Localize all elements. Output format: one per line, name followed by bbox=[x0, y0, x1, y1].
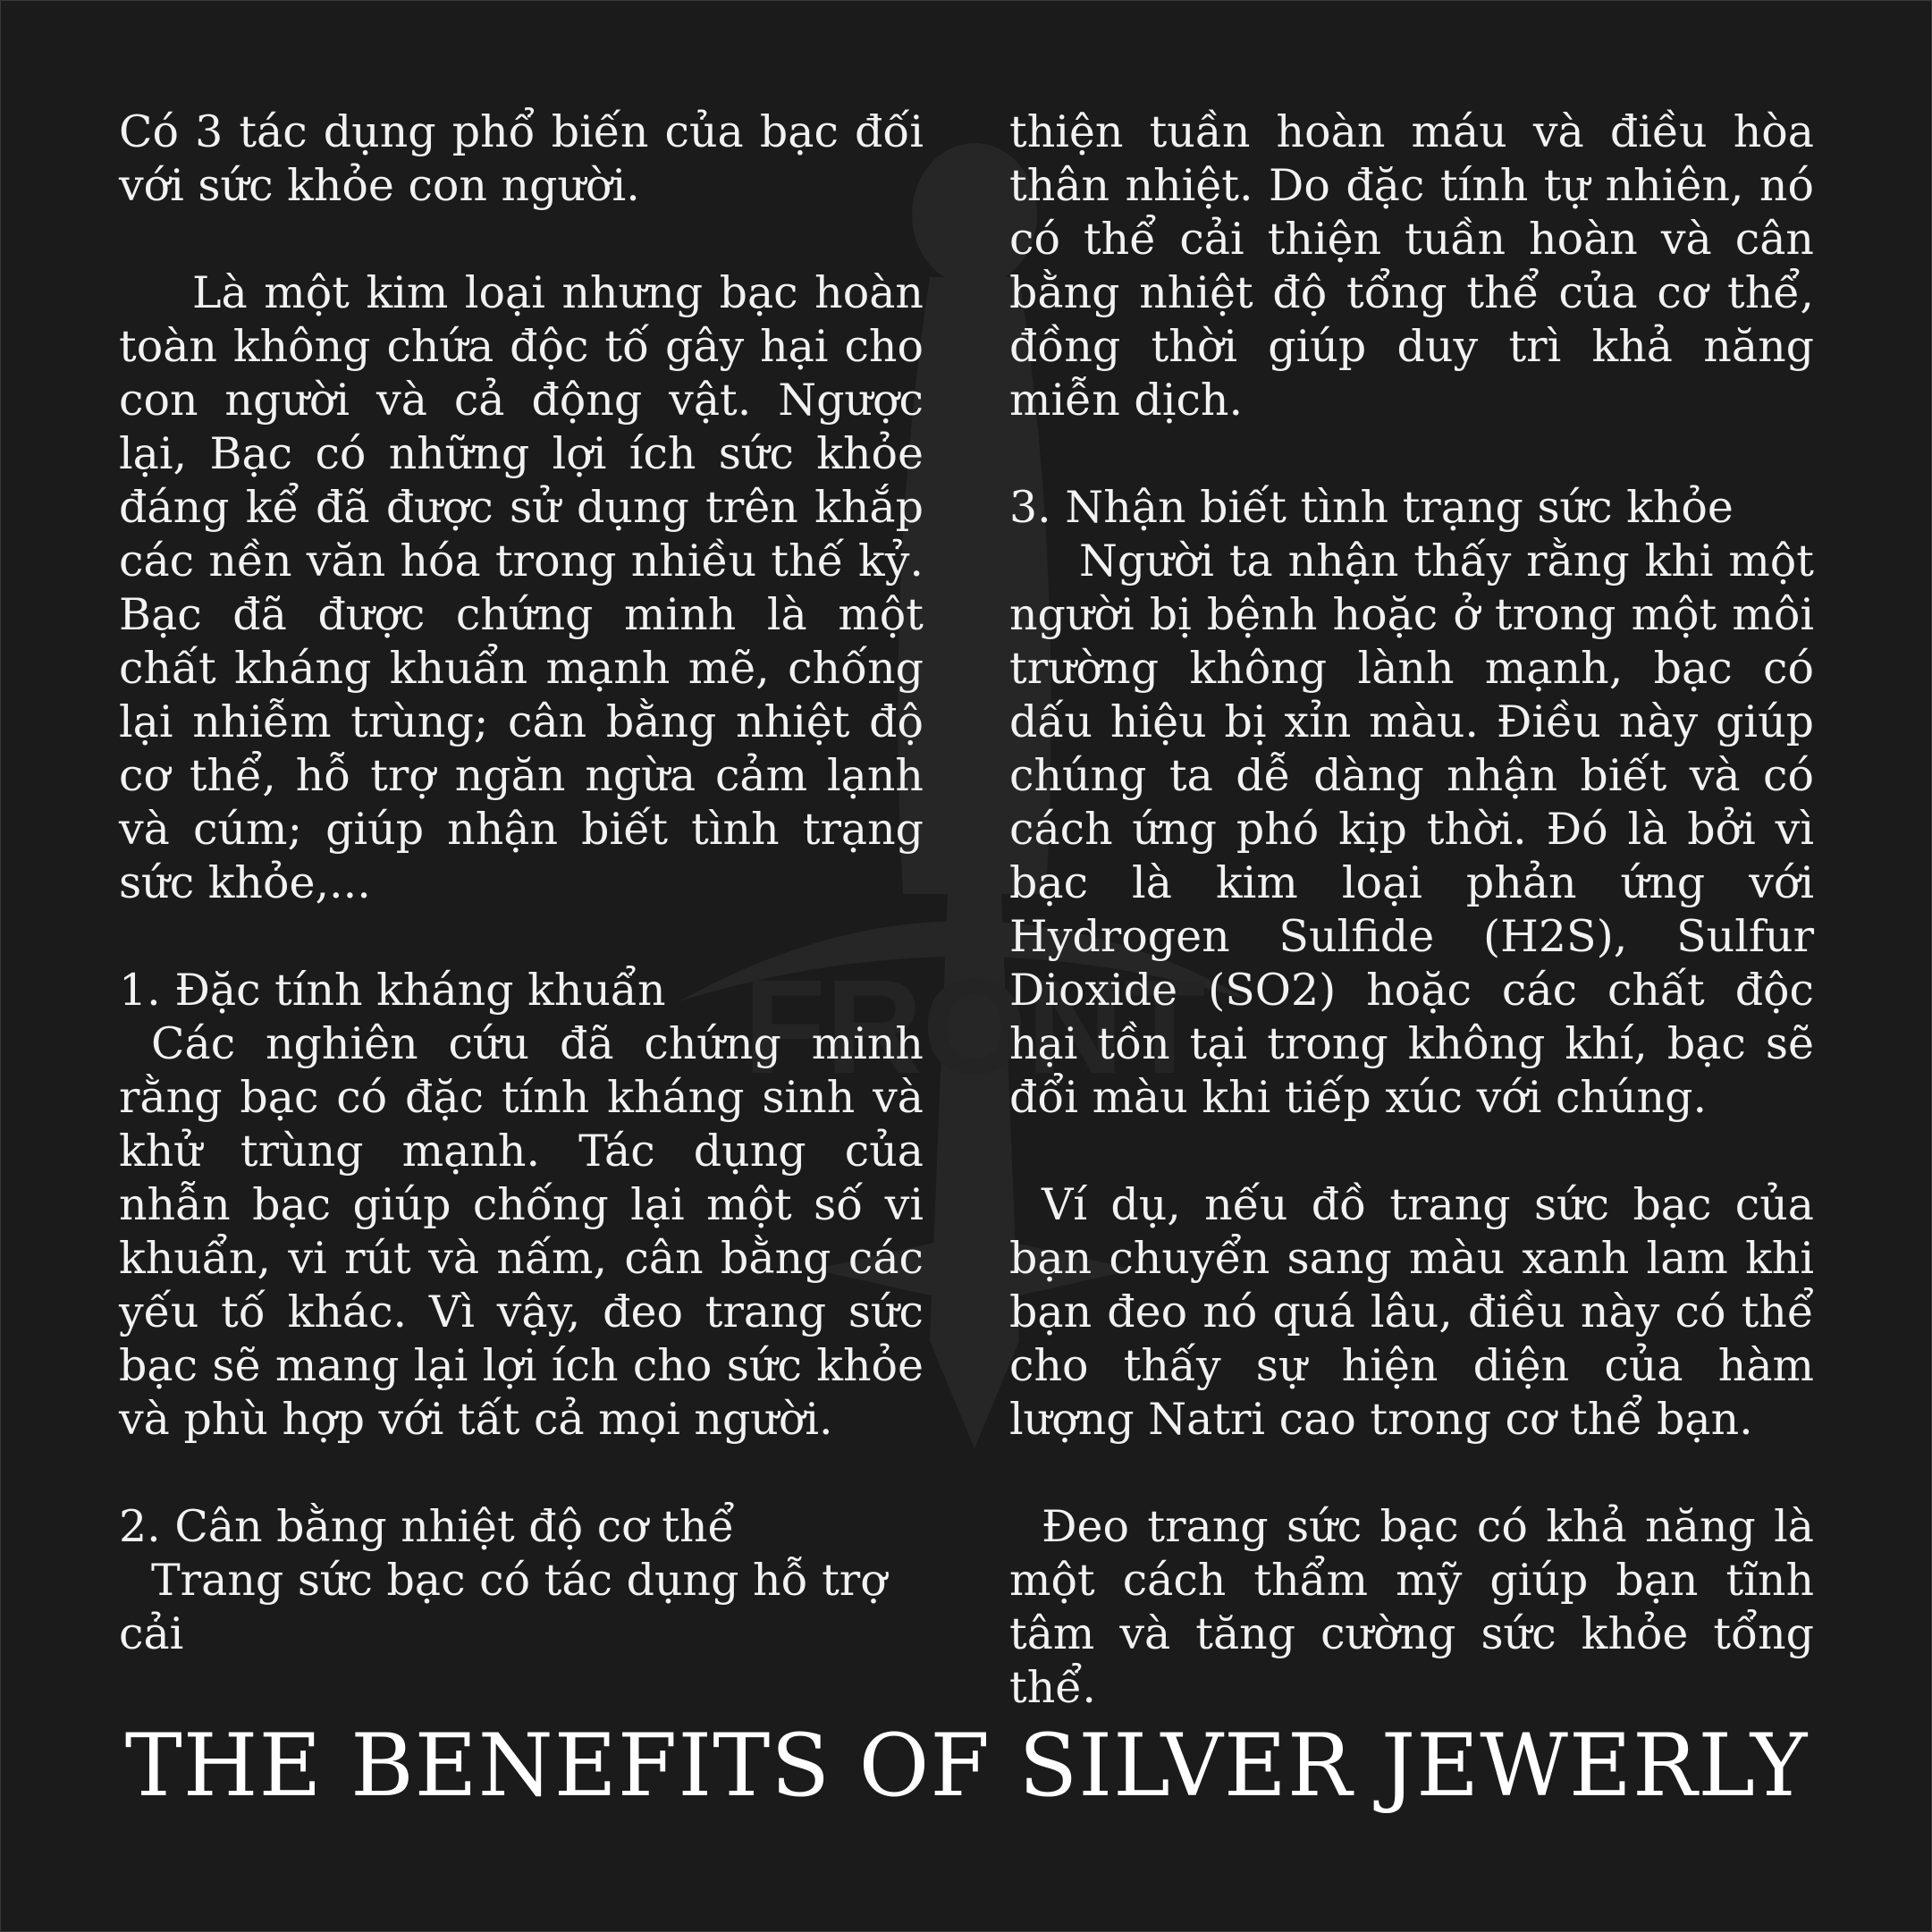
section-1-heading: 1. Đặc tính kháng khuẩn bbox=[119, 965, 666, 1016]
section-3-body: Người ta nhận thấy rằng khi một người bị bệnh hoặc ở trong một môi trường không lành mạnh, bạc có dấu hiệu bị xỉn màu. Điều này giúp chúng ta dễ dàng nhận biết và có cách ứng phó kịp thời. Đó là bởi vì bạc là kim loại phản ứng với Hydrogen Sulfide (H2S), Sulfur Dioxide (SO2) hoặc các chất độc hại tồn tại trong không khí, bạc sẽ đổi màu khi tiếp xúc với chúng. bbox=[1009, 536, 1814, 1123]
section-2-heading: 2. Cân bằng nhiệt độ cơ thể bbox=[119, 1501, 735, 1552]
example-paragraph: Ví dụ, nếu đồ trang sức bạc của bạn chuyển sang màu xanh lam khi bạn đeo nó quá lâu, điều này có thể cho thấy sự hiện diện của hàm lượng Natri cao trong cơ thể bạn. bbox=[1009, 1179, 1814, 1445]
section-1-body: Các nghiên cứu đã chứng minh rằng bạc có đặc tính kháng sinh và khử trùng mạnh. Tác dụng của nhẫn bạc giúp chống lại một số vi khuẩn, vi rút và nấm, cân bằng các yếu tố khác. Vì vậy, đeo trang sức bạc sẽ mang lại lợi ích cho sức khỏe và phù hợp với tất cả mọi người. bbox=[119, 1018, 924, 1445]
intro-text: Có 3 tác dụng phổ biến của bạc đối với sức khỏe con người. bbox=[119, 106, 924, 211]
conclusion-paragraph: Đeo trang sức bạc có khả năng là một cách thẩm mỹ giúp bạn tĩnh tâm và tăng cường sức khỏe tổng thể. bbox=[1009, 1501, 1814, 1713]
page-title: THE BENEFITS OF SILVER JEWERLY bbox=[124, 1716, 1809, 1816]
section-3-heading: 3. Nhận biết tình trạng sức khỏe bbox=[1009, 482, 1734, 533]
left-column bbox=[119, 105, 924, 1661]
section-2-body-end: thiện tuần hoàn máu và điều hòa thân nhiệt. Do đặc tính tự nhiên, nó có thể cải thiện tuần hoàn và cân bằng nhiệt độ tổng thể của cơ thể, đồng thời giúp duy trì khả năng miễn dịch. bbox=[1009, 106, 1814, 426]
section-2-body-start: Trang sức bạc có tác dụng hỗ trợ cải bbox=[119, 1555, 887, 1659]
overview-paragraph: Là một kim loại nhưng bạc hoàn toàn không chứa độc tố gây hại cho con người và cả động vật. Ngược lại, Bạc có những lợi ích sức khỏe đáng kể đã được sử dụng trên khắp các nền văn hóa trong nhiều thế kỷ. Bạc đã được chứng minh là một chất kháng khuẩn mạnh mẽ, chống lại nhiễm trùng; cân bằng nhiệt độ cơ thể, hỗ trợ ngăn ngừa cảm lạnh và cúm; giúp nhận biết tình trạng sức khỏe,... bbox=[119, 267, 924, 908]
right-column bbox=[1009, 105, 1814, 1715]
watermark-text: FRONT bbox=[743, 951, 1206, 1101]
